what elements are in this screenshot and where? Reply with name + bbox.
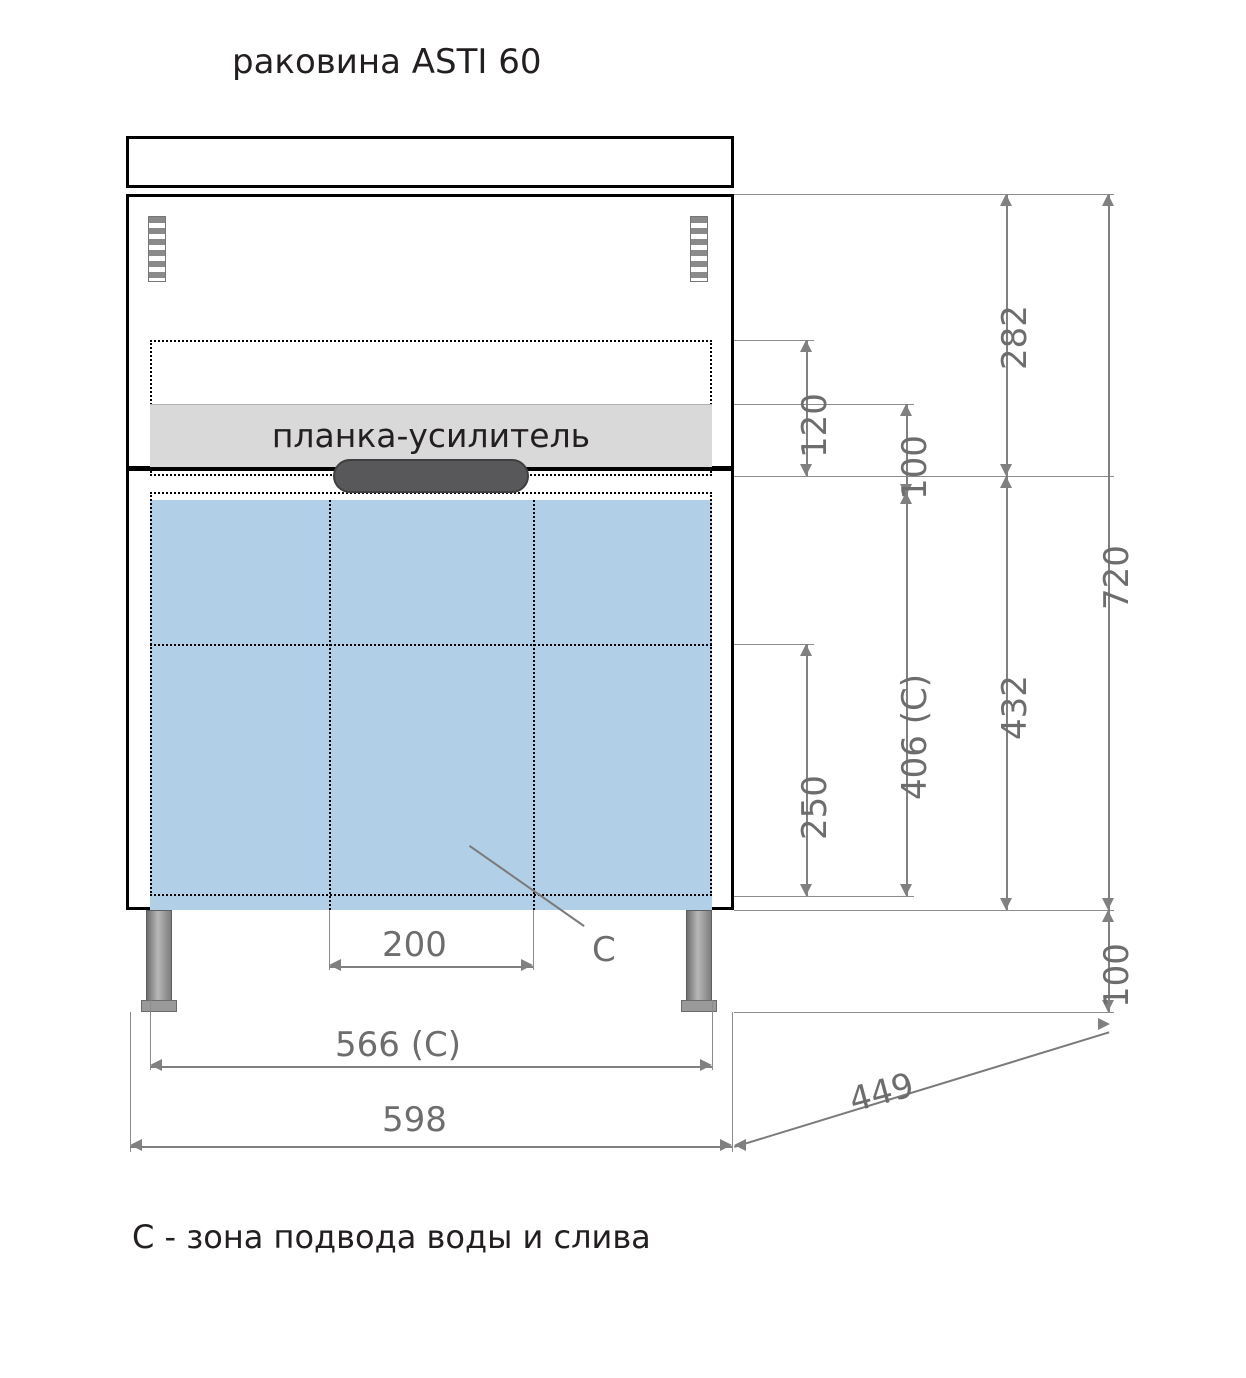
supply-zone-outline	[150, 492, 712, 896]
zone-vline-left	[329, 500, 331, 910]
hinge-left-icon	[148, 216, 166, 282]
arrow-200-left	[329, 959, 341, 971]
arrow-720-bottom	[1102, 898, 1114, 910]
arrow-566-right	[700, 1059, 712, 1071]
arrow-449-right	[1098, 1018, 1110, 1030]
ext-line-floor	[734, 1012, 1114, 1013]
ext-line-top	[734, 194, 1114, 195]
dim-label-720: 720	[1097, 545, 1137, 610]
countertop-slab	[126, 136, 734, 188]
dim-label-200: 200	[382, 925, 447, 965]
arrow-449-left	[734, 1139, 746, 1151]
arrow-250-bottom	[800, 884, 812, 896]
leg-foot-left	[141, 1000, 177, 1012]
hinge-right-icon	[690, 216, 708, 282]
arrow-120-bottom	[800, 464, 812, 476]
dim-label-432: 432	[995, 675, 1035, 740]
arrow-598-left	[130, 1139, 142, 1151]
dimline-250	[806, 644, 808, 896]
dimline-598	[130, 1146, 732, 1148]
dim-label-100-legs: 100	[1097, 943, 1137, 1008]
arrow-120-top	[800, 340, 812, 352]
arrow-100-legs-top	[1102, 910, 1114, 922]
zone-vline-right	[533, 500, 535, 910]
arrow-720-top	[1102, 194, 1114, 206]
drain-zone-divider-line	[150, 644, 712, 646]
dim-label-449: 449	[845, 1065, 919, 1121]
ext-line-200-right	[533, 910, 534, 970]
arrow-100-bar-top	[900, 404, 912, 416]
dimline-449	[734, 1031, 1109, 1148]
leg-right	[686, 910, 712, 1006]
leg-left	[146, 910, 172, 1006]
legend-note: C - зона подвода воды и слива	[132, 1218, 651, 1256]
dimline-566	[150, 1066, 712, 1068]
dimline-200	[329, 966, 533, 968]
arrow-432-bottom	[1000, 898, 1012, 910]
ext-line-598-left	[130, 1012, 131, 1152]
ext-line-406-bottom	[734, 896, 914, 897]
dim-label-406: 406 (C)	[895, 674, 935, 800]
page-title: раковина ASTI 60	[232, 42, 542, 82]
arrow-282-bottom	[1000, 464, 1012, 476]
arrow-566-left	[150, 1059, 162, 1071]
dim-label-250: 250	[795, 775, 835, 840]
dim-label-100-bar: 100	[895, 435, 935, 500]
arrow-200-right	[521, 959, 533, 971]
arrow-406-top	[900, 492, 912, 504]
arrow-406-bottom	[900, 884, 912, 896]
dim-label-120: 120	[795, 393, 835, 458]
drawer-handle	[333, 459, 529, 493]
arrow-598-right	[720, 1139, 732, 1151]
dim-label-598: 598	[382, 1100, 447, 1140]
dim-label-566: 566 (C)	[335, 1025, 461, 1065]
ext-line-cabinet-bottom	[734, 910, 1114, 911]
zone-c-label: C	[592, 930, 616, 970]
ext-line-598-right	[732, 1012, 733, 1152]
arrow-250-top	[800, 644, 812, 656]
arrow-432-top	[1000, 476, 1012, 488]
reinforcement-bar-label: планка-усилитель	[271, 415, 591, 455]
ext-line-566-right	[712, 1000, 713, 1070]
arrow-282-top	[1000, 194, 1012, 206]
dim-label-282: 282	[995, 305, 1035, 370]
